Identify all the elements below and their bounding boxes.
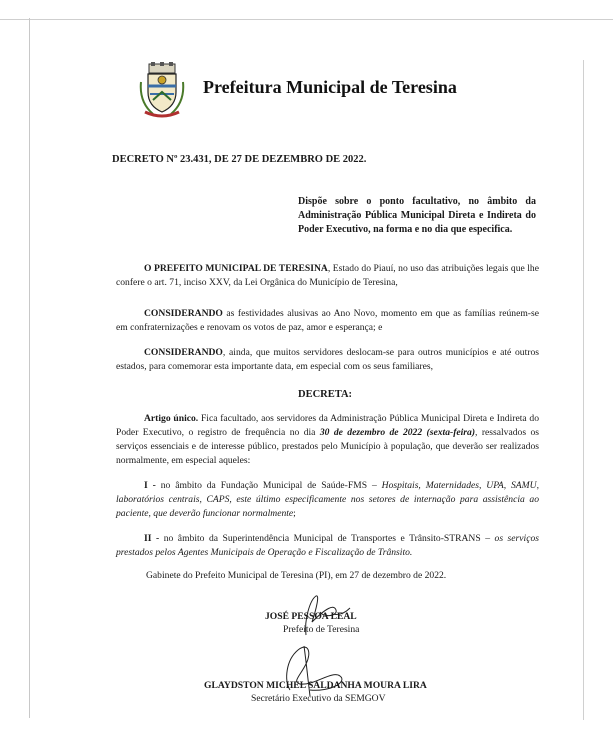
item-2-text: no âmbito da Superintendência Municipal de Transportes e Trânsito-STRANS – xyxy=(159,533,495,544)
item-1-paragraph xyxy=(116,479,539,521)
preamble-text: , Estado do Piauí, no uso das atribuições legais que lhe confere o art. 71, inciso XXV, da Lei Orgânica do Município de Teresina, xyxy=(116,263,539,288)
article-text-2: , ressalvados os serviços essenciais e de interesse público, prestados pelo Município à população, que deverão ser realizados normalmente, em especial aqueles: xyxy=(116,427,539,466)
article-paragraph xyxy=(116,412,539,468)
signatory-2-name: GLAYDSTON MICHEL SALDANHA MOURA LIRA xyxy=(204,680,427,691)
considering-bold-1: CONSIDERANDO xyxy=(144,308,223,319)
page-edge-right xyxy=(583,60,584,720)
signature-scribble-2 xyxy=(270,640,380,700)
decreta-heading: DECRETA: xyxy=(298,389,353,400)
article-text-1: Fica facultado, aos servidores da Administração Pública Municipal Direta e Indireta do Poder Executivo, o registro de frequência no dia xyxy=(116,413,539,438)
decree-title: DECRETO Nº 23.431, DE 27 DE DEZEMBRO DE 2022. xyxy=(112,154,367,165)
item-2-number: II - xyxy=(144,533,160,544)
decree-summary: Dispõe sobre o ponto facultativo, no âmbito da Administração Pública Municipal Direta e Indireta do Poder Executivo, na forma e no dia que especifica. xyxy=(298,196,536,235)
considering-text-2: , ainda, que muitos servidores deslocam-se para outros municípios e até outros estados, para comemorar esta importante data, em especial com os seus familiares, xyxy=(116,347,539,372)
considering-paragraph-2 xyxy=(116,346,539,374)
article-date: 30 de dezembro de 2022 (sexta-feira) xyxy=(319,427,476,438)
item-2-paragraph xyxy=(116,532,539,560)
org-name: Prefeitura Municipal de Teresina xyxy=(203,77,457,97)
coat-of-arms-icon xyxy=(139,62,185,120)
article-label: Artigo único. xyxy=(144,413,199,424)
page-edge-left xyxy=(29,18,30,718)
page-edge-top xyxy=(0,19,613,20)
item-1-end: ; xyxy=(293,508,296,519)
closing-line: Gabinete do Prefeito Municipal de Teresina (PI), em 27 de dezembro de 2022. xyxy=(146,570,447,581)
preamble-paragraph xyxy=(116,262,539,290)
signatory-1-name: JOSÉ PESSOA LEAL xyxy=(265,611,357,622)
considering-bold-2: CONSIDERANDO xyxy=(144,347,223,358)
considering-paragraph-1 xyxy=(116,307,539,335)
item-1-number: I - xyxy=(144,480,156,491)
preamble-bold: O PREFEITO MUNICIPAL DE TERESINA xyxy=(144,263,328,274)
item-1-italic: Hospitais, Maternidades, UPA, SAMU, laboratórios centrais, CAPS, este último especificamente nos setores de internação para assistência ao paciente, que deverão funcionar normalmente xyxy=(116,480,539,519)
signatory-2-role: Secretário Executivo da SEMGOV xyxy=(251,693,386,704)
item-1-text: no âmbito da Fundação Municipal de Saúde-FMS – xyxy=(155,480,382,491)
item-2-italic: os serviços prestados pelos Agentes Municipais de Operação e Fiscalização de Trânsito. xyxy=(116,533,539,558)
signatory-1-role: Prefeito de Teresina xyxy=(283,624,360,635)
considering-text-1: as festividades alusivas ao Ano Novo, momento em que as famílias reúnem-se em confraternizações e renovam os votos de paz, amor e esperança; e xyxy=(116,308,539,333)
